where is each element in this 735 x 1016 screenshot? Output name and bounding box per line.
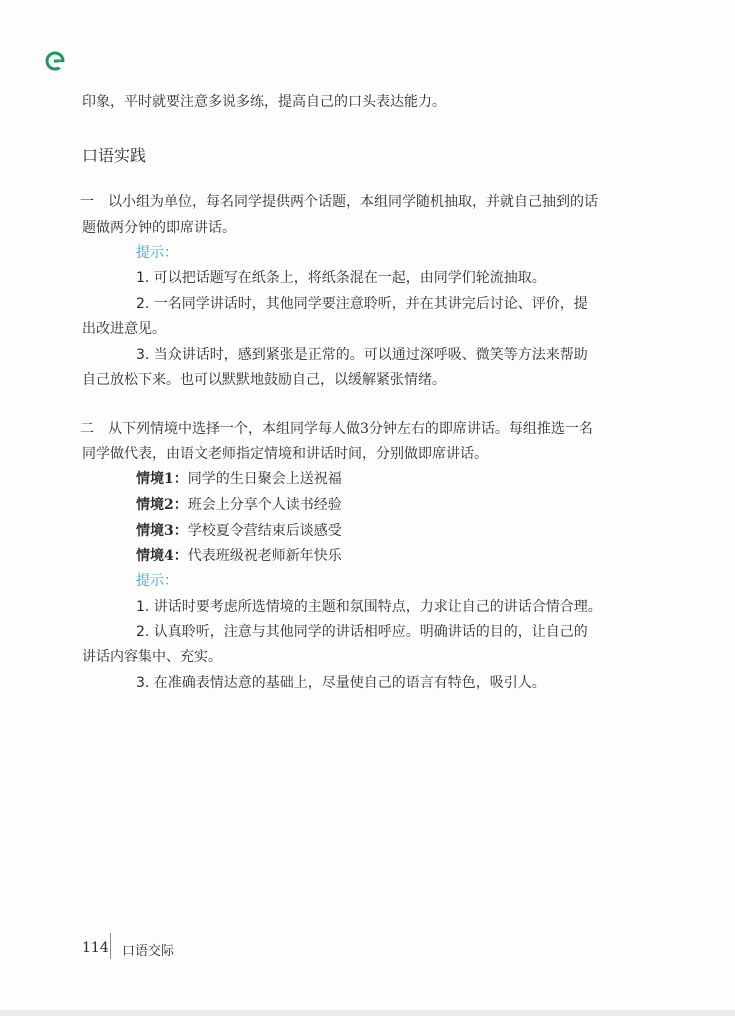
textbook-logo-icon [44,50,66,72]
task2-hint-2-cont: 讲话内容集中、充实。 [82,649,222,665]
scenario-3 [136,520,342,540]
footer-section-title: 口语交际 [122,944,175,959]
scenario-3-text: 学校夏令营结束后谈感受 [187,523,342,539]
task1-line-1: 以小组为单位，每名同学提供两个话题，本组同学随机抽取，并就自己抽到的话 [108,194,598,210]
scenario-1-label: 情境1： [136,471,188,487]
scenario-2 [136,494,342,514]
task1-hint-2-cont: 出改进意见。 [82,321,166,337]
task1-hint-1: 1. 可以把话题写在纸条上，将纸条混在一起，由同学们轮流抽取。 [136,270,546,286]
scenario-2-text: 班会上分享个人读书经验 [187,497,342,513]
scenario-4 [136,545,342,565]
task1-hint-label: 提示： [136,245,178,261]
task2-line-1: 从下列情境中选择一个，本组同学每人做3分钟左右的即席讲话。每组推选一名 [108,421,593,437]
task2-hint-label: 提示： [136,573,178,589]
task2-line-2: 同学做代表，由语文老师指定情境和讲话时间，分别做即席讲话。 [82,446,488,462]
intro-line: 印象，平时就要注意多说多练，提高自己的口头表达能力。 [82,94,446,110]
scenario-4-text: 代表班级祝老师新年快乐 [187,548,342,564]
footer-divider [110,933,111,959]
task1-hint-2: 2. 一名同学讲话时，其他同学要注意聆听，并在其讲完后讨论、评价，提 [136,296,588,312]
scenario-2-label: 情境2： [136,497,188,513]
task1-marker: 一 [80,194,94,210]
task1-line-2: 题做两分钟的即席讲话。 [82,220,236,236]
page-bottom-edge [0,1010,735,1016]
task2-marker: 二 [80,421,94,437]
task1-hint-3-cont: 自己放松下来。也可以默默地鼓励自己，以缓解紧张情绪。 [82,372,446,388]
task2-hint-3: 3. 在准确表情达意的基础上，尽量使自己的语言有特色，吸引人。 [136,675,546,691]
page-number: 114 [82,940,109,956]
task2-hint-1: 1. 讲话时要考虑所选情境的主题和氛围特点，力求让自己的讲话合情合理。 [136,599,602,615]
task2-hint-2: 2. 认真聆听，注意与其他同学的讲话相呼应。明确讲话的目的，让自己的 [136,624,588,640]
scenario-1 [136,468,342,488]
scenario-4-label: 情境4： [136,548,188,564]
scenario-1-text: 同学的生日聚会上送祝福 [187,471,342,487]
section-title: 口语实践 [82,146,147,165]
task1-hint-3: 3. 当众讲话时，感到紧张是正常的。可以通过深呼吸、微笑等方法来帮助 [136,347,588,363]
scenario-3-label: 情境3： [136,523,188,539]
